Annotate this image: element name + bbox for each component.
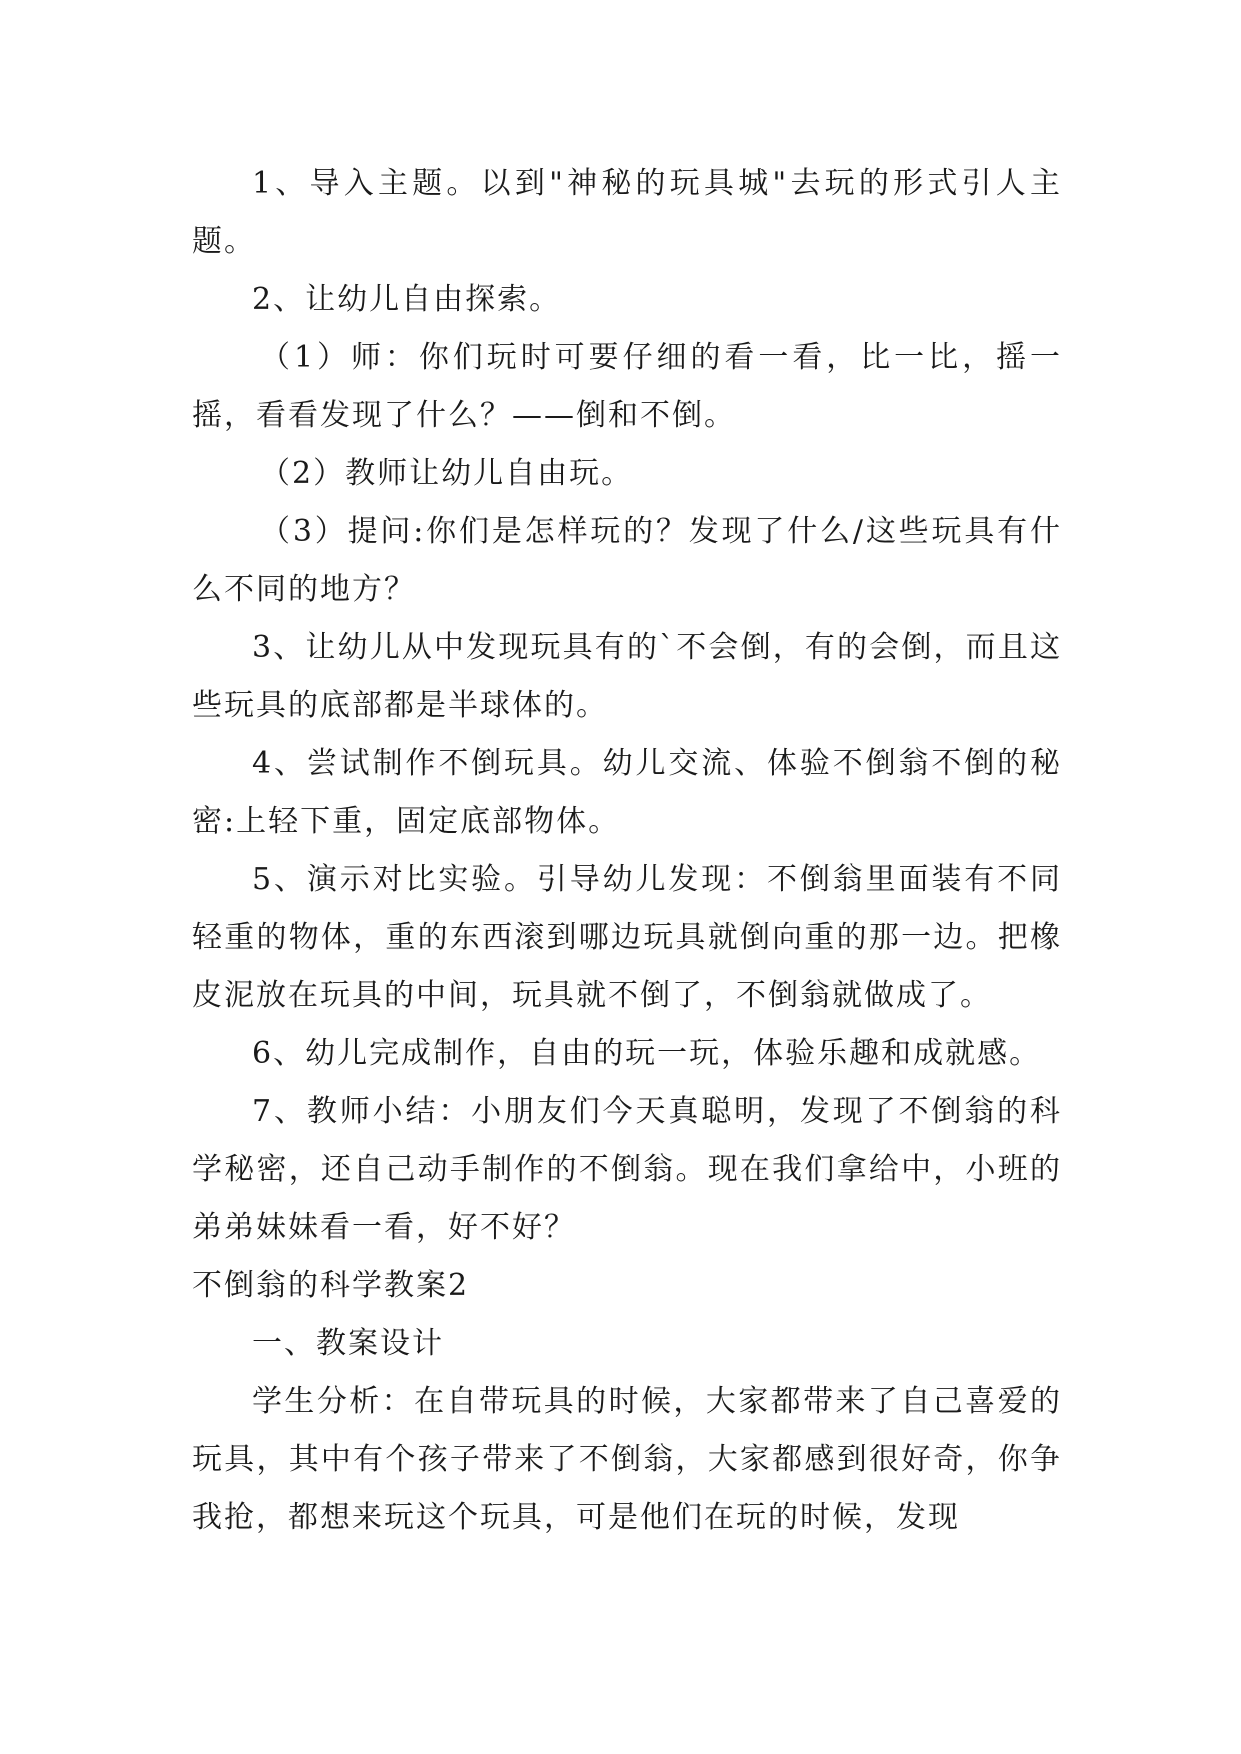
paragraph-substep-1: （1）师：你们玩时可要仔细的看一看，比一比，摇一摇，看看发现了什么？——倒和不倒。	[192, 340, 1062, 433]
paragraph-step-3: 3、让幼儿从中发现玩具有的`不会倒，有的会倒，而且这些玩具的底部都是半球体的。	[192, 630, 1062, 723]
paragraph-step-1: 1、导入主题。以到"神秘的玩具城"去玩的形式引人主题。	[192, 166, 1062, 259]
section-heading: 不倒翁的科学教案2	[192, 1268, 470, 1303]
paragraph-substep-2: （2）教师让幼儿自由玩。	[260, 456, 634, 491]
paragraph-student-analysis: 学生分析：在自带玩具的时候，大家都带来了自己喜爱的玩具，其中有个孩子带来了不倒翁，大家都感到很好奇，你争我抢，都想来玩这个玩具，可是他们在玩的时候，发现	[192, 1384, 1062, 1535]
paragraph-step-7: 7、教师小结：小朋友们今天真聪明，发现了不倒翁的科学秘密，还自己动手制作的不倒翁。现在我们拿给中，小班的弟弟妹妹看一看，好不好？	[192, 1094, 1062, 1245]
paragraph-design-title: 一、教案设计	[252, 1326, 444, 1361]
paragraph-step-2: 2、让幼儿自由探索。	[252, 282, 562, 317]
paragraph-step-5: 5、演示对比实验。引导幼儿发现：不倒翁里面装有不同轻重的物体，重的东西滚到哪边玩具就倒向重的那一边。把橡皮泥放在玩具的中间，玩具就不倒了，不倒翁就做成了。	[192, 862, 1062, 1013]
document-body	[192, 155, 1062, 1547]
paragraph-step-4: 4、尝试制作不倒玩具。幼儿交流、体验不倒翁不倒的秘密:上轻下重，固定底部物体。	[192, 746, 1062, 839]
paragraph-step-6: 6、幼儿完成制作，自由的玩一玩，体验乐趣和成就感。	[252, 1036, 1042, 1071]
paragraph-substep-3: （3）提问:你们是怎样玩的？发现了什么/这些玩具有什么不同的地方？	[192, 514, 1062, 607]
